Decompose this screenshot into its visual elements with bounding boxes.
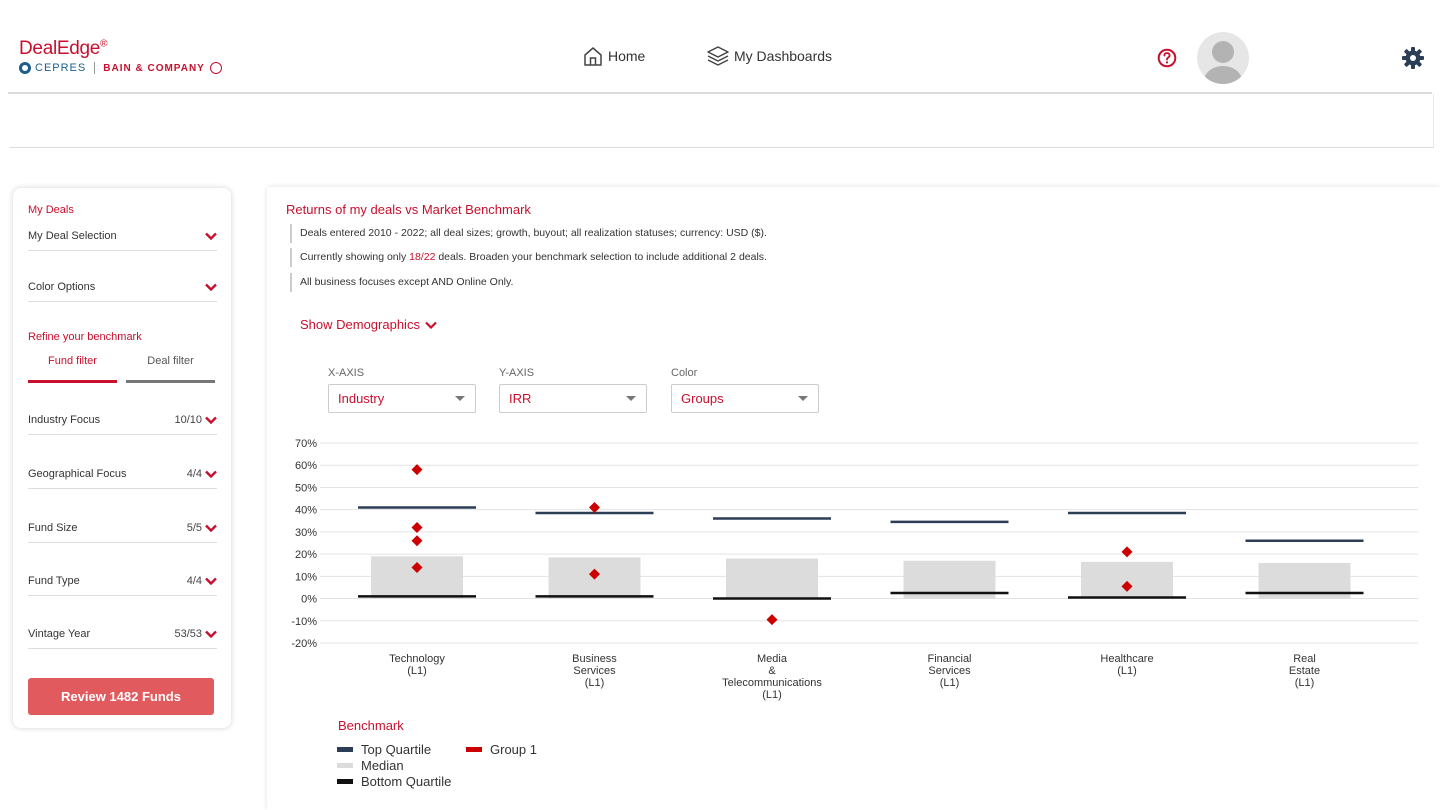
info-showing-deals [290,248,767,267]
color-select[interactable] [671,384,819,413]
my-deals-title: My Deals [28,204,74,216]
logo-partners [19,62,222,74]
legend-swatch [337,763,353,768]
xaxis-label: X-AXIS [328,367,365,379]
tab-fund-underline [28,380,117,383]
filter-fund-size[interactable] [28,513,217,543]
legend-swatch [337,779,353,784]
filter-label: Industry Focus [28,413,101,426]
review-funds-button[interactable]: Review 1482 Funds [28,678,214,715]
group1-point [412,464,423,475]
color-options-dropdown[interactable] [28,272,217,302]
x-tick-label: (L1) [762,689,782,701]
caret-down-icon [455,396,465,401]
nav-my-dashboards[interactable] [706,45,832,67]
legend-swatch [466,747,482,752]
yaxis-label: Y-AXIS [499,367,535,379]
user-avatar[interactable] [1197,32,1249,84]
yaxis-select[interactable] [499,384,647,413]
tab-fund-filter[interactable]: Fund filter [48,355,97,367]
group1-point [412,522,423,533]
median-bar [726,559,818,599]
legend-label: Bottom Quartile [361,774,452,789]
group1-point [1122,546,1133,557]
y-tick-label: 20% [294,549,317,562]
tab-deal-filter[interactable]: Deal filter [147,355,194,367]
my-deal-selection-label: My Deal Selection [28,229,117,242]
filter-vintage-year[interactable] [28,619,217,649]
legend-swatch [337,747,353,752]
x-tick-label: Healthcare [1100,653,1154,665]
logo-divider [94,62,95,74]
chevron-down-icon [205,524,217,532]
color-label: Color [671,367,698,379]
filter-geographical-focus[interactable] [28,459,217,489]
legend-title: Benchmark [338,718,404,733]
bain-logo-icon [210,62,222,74]
nav-home[interactable] [582,45,645,67]
filter-label: Geographical Focus [28,467,127,480]
filter-industry-focus[interactable] [28,405,217,435]
legend-median [337,758,404,773]
legend-group1 [466,742,537,757]
x-tick-label: Services [928,665,971,677]
page-title: Returns of my deals vs Market Benchmark [286,202,531,217]
y-tick-label: 0% [301,593,317,606]
x-tick-label: (L1) [1294,677,1315,689]
logo-title: DealEdge [19,38,101,59]
help-icon[interactable] [1157,48,1177,68]
show-demographics-label: Show Demographics [300,317,420,332]
legend-top-quartile [337,742,431,757]
caret-down-icon [626,396,636,401]
refine-benchmark-title: Refine your benchmark [28,331,142,343]
info-text: deals. Broaden your benchmark selection to include additional 2 deals. [435,251,767,263]
chevron-down-icon [205,416,217,424]
y-tick-label: 60% [294,460,317,473]
x-tick-label: (L1) [584,677,605,689]
cepres-logo-icon [19,62,31,74]
info-deals-entered: Deals entered 2010 - 2022; all deal sizes; growth, buyout; all realization statuses; currency: USD ($). [290,224,767,243]
chevron-down-icon [205,630,217,638]
x-tick-label: Estate [1288,665,1321,677]
color-options-label: Color Options [28,280,96,293]
x-tick-label: (L1) [939,677,960,689]
legend-label: Top Quartile [361,742,432,757]
dealedge-logo[interactable] [19,38,107,60]
chevron-down-icon [205,470,217,478]
deal-count-highlight: 18/22 [409,251,436,263]
filter-label: Vintage Year [28,627,91,640]
returns-chart [280,430,1440,710]
group1-point [767,614,778,625]
filter-fund-type[interactable] [28,566,217,596]
legend-bottom-quartile [337,774,451,789]
filter-label: Fund Type [28,574,80,587]
nav-home-label: Home [608,48,646,64]
home-icon [582,45,604,67]
legend-label: Group 1 [490,742,537,757]
caret-down-icon [798,396,808,401]
x-tick-label: (L1) [1117,665,1137,677]
x-tick-label: Services [573,665,616,677]
info-text: Currently showing only [300,251,410,263]
x-tick-label: Technology [389,653,445,665]
median-bar [1081,562,1173,599]
group1-point [412,535,423,546]
tab-deal-underline [126,380,215,383]
chevron-down-icon [205,232,217,240]
sub-toolbar [10,94,1434,148]
chevron-down-icon [425,321,437,329]
x-tick-label: & [768,665,776,677]
filter-value: 4/4 [186,574,202,587]
show-demographics-toggle[interactable] [300,317,437,332]
gear-icon[interactable] [1401,46,1425,70]
info-business-focuses: All business focuses except AND Online Only. [290,273,513,292]
my-deal-selection-dropdown[interactable] [28,221,217,251]
filter-value: 10/10 [174,413,202,426]
yaxis-value: IRR [509,391,532,406]
logo-registered-mark: ® [100,38,108,50]
y-tick-label: 40% [294,504,317,517]
top-header [0,0,1440,94]
x-tick-label: Business [572,653,617,665]
y-tick-label: 70% [294,438,317,450]
y-tick-label: 50% [294,482,317,495]
y-tick-label: 30% [294,526,317,539]
avatar-head [1212,41,1234,63]
legend-label: Median [361,758,404,773]
filter-value: 5/5 [186,521,202,534]
chevron-down-icon [205,577,217,585]
y-tick-label: -10% [291,615,317,628]
nav-dashboards-label: My Dashboards [734,48,833,64]
avatar-body [1204,66,1242,84]
color-value: Groups [681,391,724,406]
y-tick-label: -20% [291,638,317,650]
cepres-label: CEPRES [35,62,87,74]
x-tick-label: Financial [927,653,972,665]
filter-value: 53/53 [174,627,202,640]
group1-point [589,502,600,513]
x-tick-label: Telecommunications [722,677,822,689]
filter-value: 4/4 [186,467,202,480]
x-tick-label: (L1) [407,665,427,677]
xaxis-select[interactable] [328,384,476,413]
filter-label: Fund Size [28,521,78,534]
chevron-down-icon [205,283,217,291]
y-tick-label: 10% [294,571,317,584]
layers-icon [706,45,730,67]
x-tick-label: Media [757,653,787,665]
bain-label: BAIN & COMPANY [103,62,205,74]
x-tick-label: Real [1293,653,1316,665]
xaxis-value: Industry [338,391,385,406]
